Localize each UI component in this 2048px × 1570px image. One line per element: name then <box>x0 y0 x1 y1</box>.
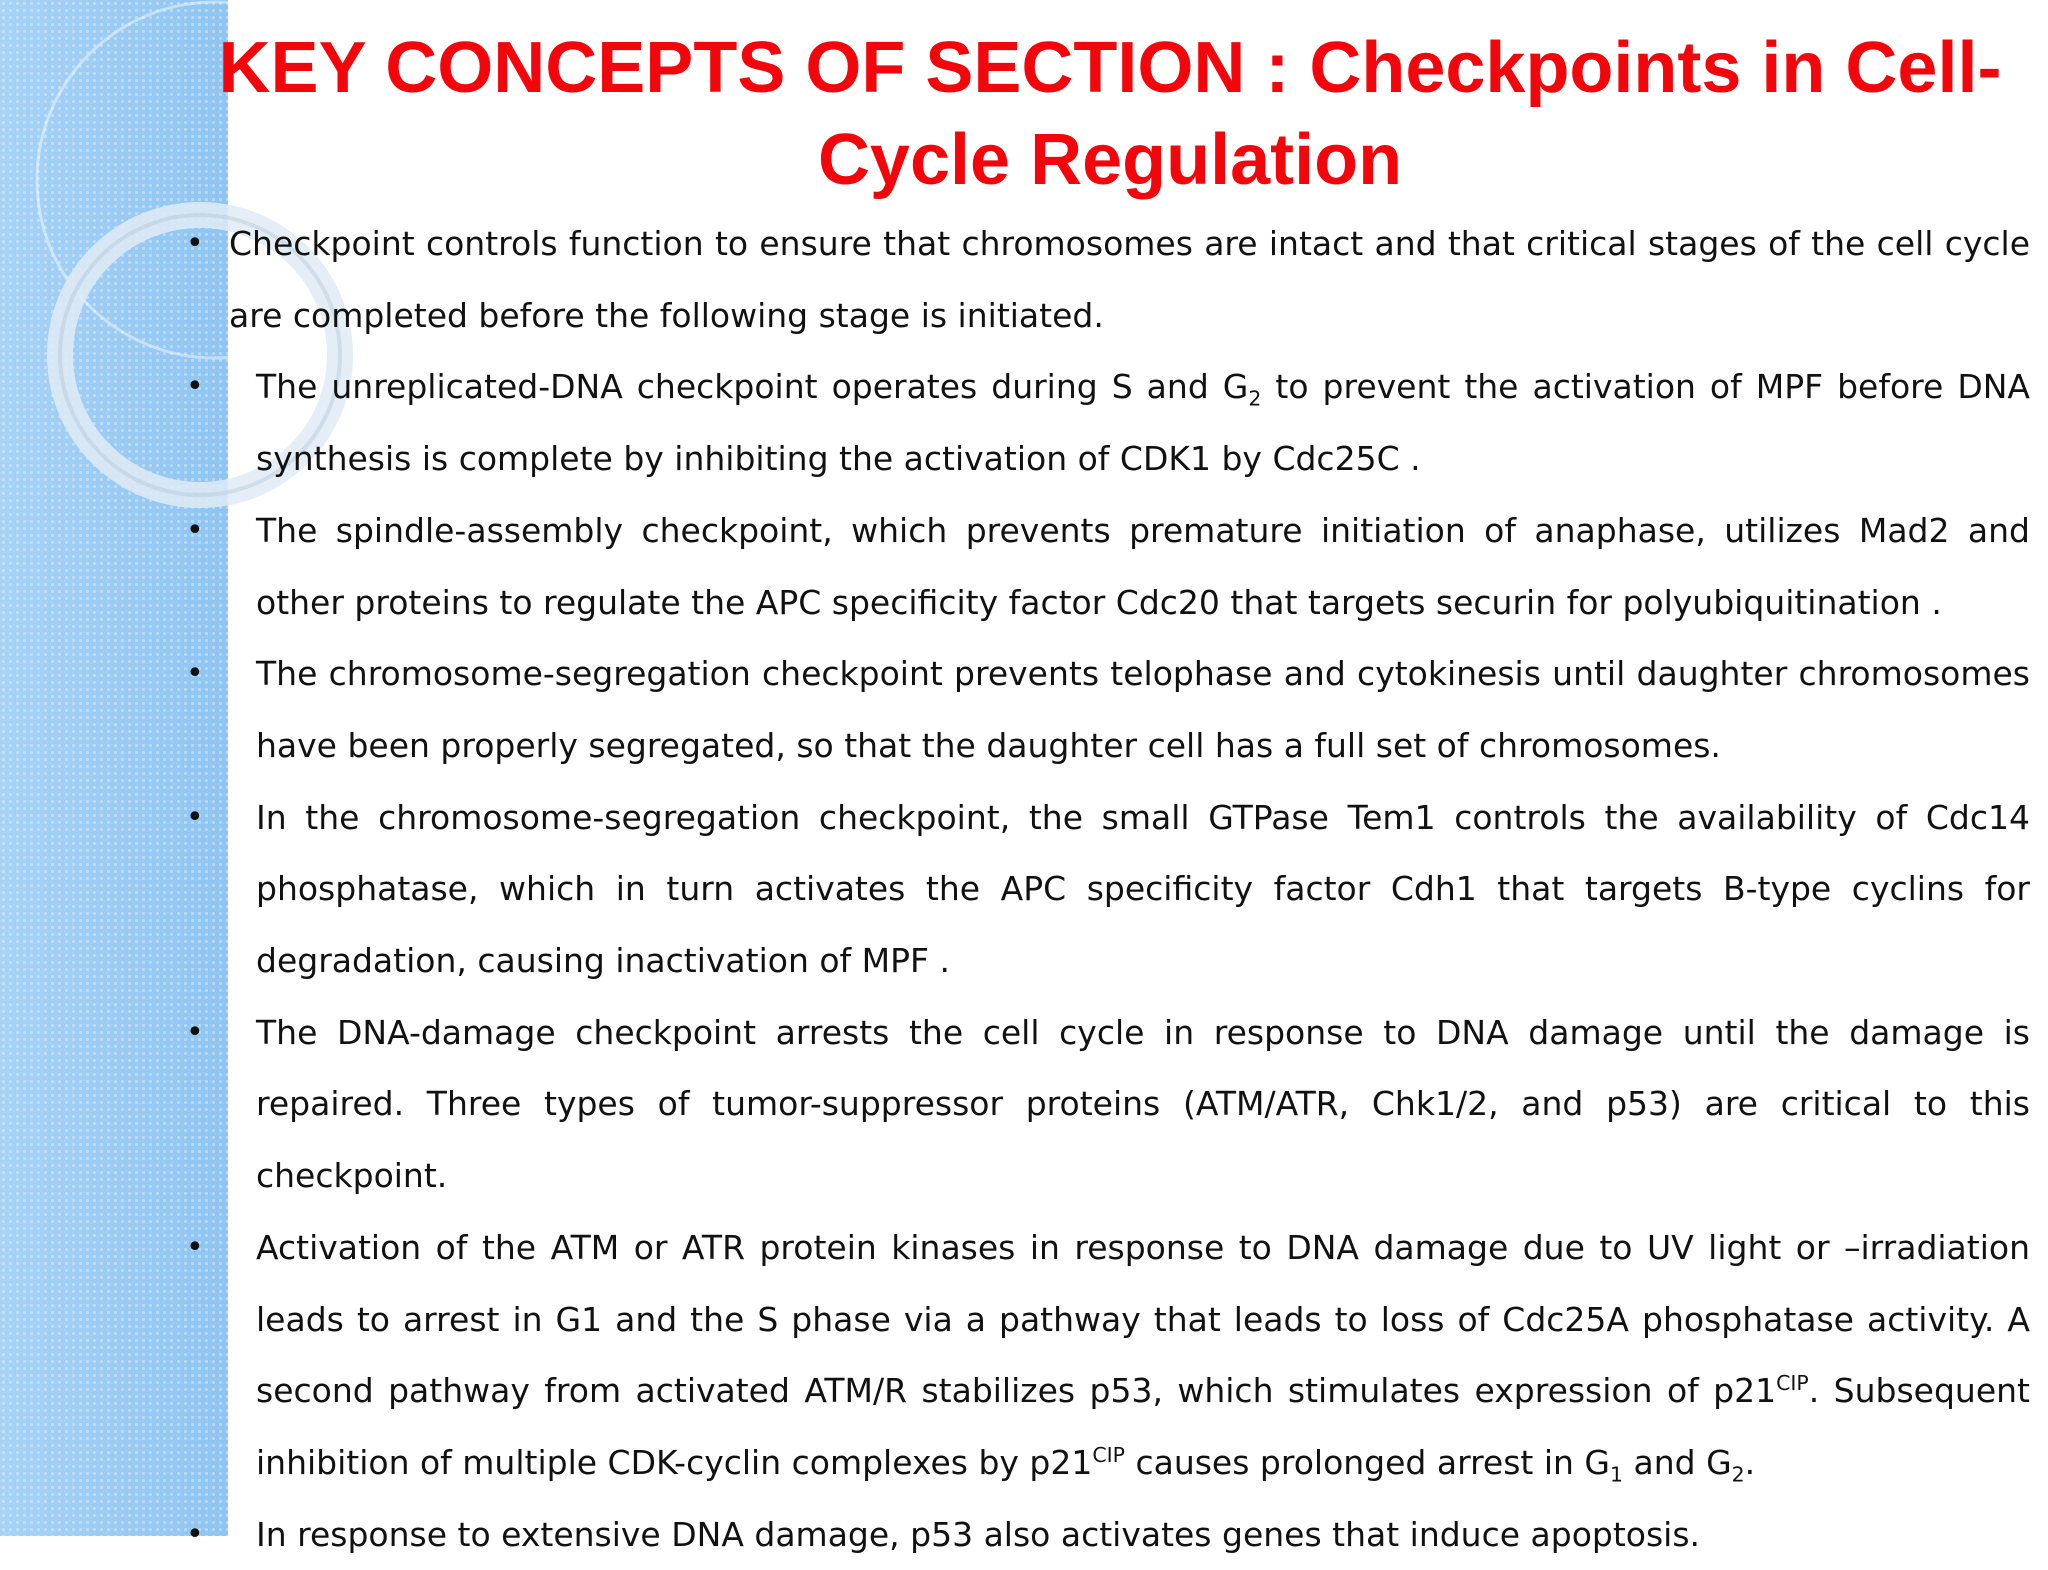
slide-title: KEY CONCEPTS OF SECTION : Checkpoints in Cell-Cycle Regulation <box>218 28 2002 200</box>
bullet-icon: • <box>186 226 204 261</box>
bullet-text: Activation of the ATM or ATR protein kinases in response to DNA damage due to UV light or –irradiation leads to arrest in G1 and the S phase via a pathway that leads to loss of Cdc25A phosphatase activity. A second pathway from activated ATM/R stabilizes p53, which stimulates expression of $p21^{CIP}$. Subsequent inhibition of multiple CDK-cyclin complexes by $p21^{CIP}$ causes prolonged arrest in $G_1$ and $G_2$. <box>256 1227 2030 1487</box>
bullet-text: The DNA-damage checkpoint arrests the cell cycle in response to DNA damage until the damage is repaired. Three types of tumor-suppressor proteins (ATM/ATR, Chk1/2, and p53) are critical to this checkpoint. <box>256 1012 2030 1196</box>
bullet-icon: • <box>186 799 204 835</box>
bullet-icon: • <box>186 1516 204 1552</box>
bullet-text: In the chromosome-segregation checkpoint, the small GTPase Tem1 controls the availability of Cdc14 phosphatase, which in turn activates the APC specificity factor Cdh1 that targets B-type cyclins for degradation, causing inactivation of MPF . <box>256 797 2030 981</box>
list-item <box>186 1212 2030 1499</box>
list-item <box>186 1499 2030 1570</box>
bullet-icon: • <box>186 656 204 692</box>
list-item <box>186 782 2030 997</box>
bullet-icon: • <box>186 369 204 405</box>
list-item <box>186 208 2030 351</box>
list-item <box>186 495 2030 638</box>
bullet-list <box>186 208 2030 1570</box>
bullet-icon: • <box>186 1014 204 1050</box>
bullet-text: Checkpoint controls function to ensure that chromosomes are intact and that critical stages of the cell cycle are completed before the following stage is initiated. <box>229 224 2030 335</box>
bullet-text: The chromosome-segregation checkpoint prevents telophase and cytokinesis until daughter chromosomes have been properly segregated, so that the daughter cell has a full set of chromosomes. <box>256 654 2030 765</box>
list-item <box>186 997 2030 1212</box>
bullet-text: The unreplicated-DNA checkpoint operates during S and $G_2$ to prevent the activation of MPF before DNA synthesis is complete by inhibiting the activation of CDK1 by Cdc25C . <box>256 367 2030 479</box>
bullet-icon: • <box>186 512 204 548</box>
bullet-text: In response to extensive DNA damage, p53 also activates genes that induce apoptosis. <box>256 1514 1701 1554</box>
list-item <box>186 638 2030 781</box>
list-item <box>186 351 2030 494</box>
bullet-icon: • <box>186 1229 204 1265</box>
bullet-text: The spindle-assembly checkpoint, which prevents premature initiation of anaphase, utilizes Mad2 and other proteins to regulate the APC specificity factor Cdc20 that targets securin for polyubiquitination . <box>256 510 2030 622</box>
